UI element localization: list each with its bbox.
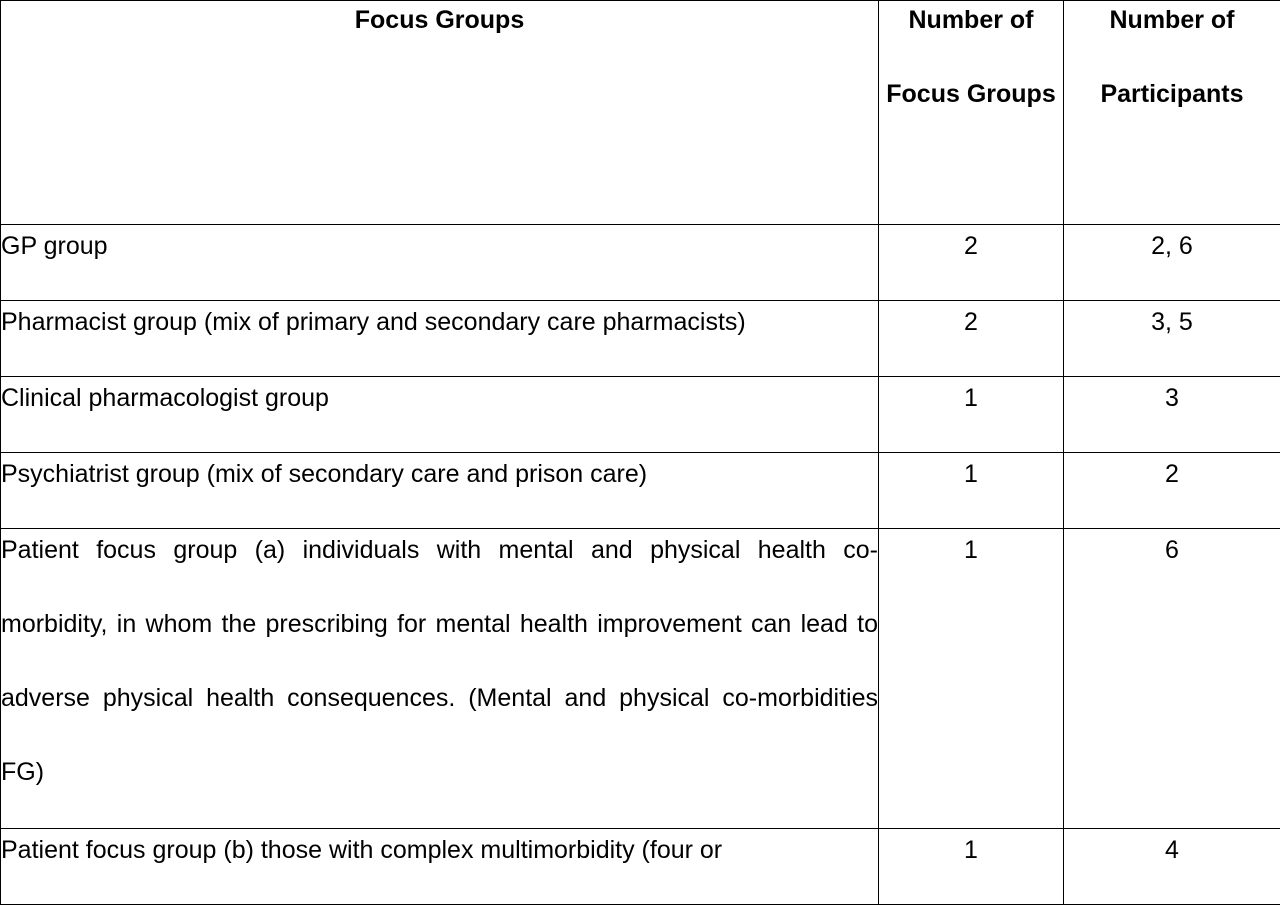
row-number-of-participants: 2	[1064, 453, 1280, 529]
table-header-row	[1, 1, 1280, 225]
row-description: Clinical pharmacologist group	[1, 377, 879, 453]
table-row	[1, 529, 1280, 829]
row-number-of-groups: 1	[879, 829, 1064, 905]
row-description: Patient focus group (b) those with complex multimorbidity (four or	[1, 829, 879, 905]
row-description: GP group	[1, 225, 879, 301]
row-description: Patient focus group (a) individuals with mental and physical health co-morbidity, in whom the prescribing for mental health improvement can lead to adverse physical health consequences. (Mental and physical co-morbidities FG)	[1, 529, 879, 829]
row-number-of-participants: 4	[1064, 829, 1280, 905]
row-number-of-groups: 1	[879, 453, 1064, 529]
row-number-of-groups: 2	[879, 225, 1064, 301]
header-focus-groups: Focus Groups	[1, 1, 879, 225]
header-number-of-participants: Number of Participants	[1064, 1, 1280, 225]
row-number-of-participants: 2, 6	[1064, 225, 1280, 301]
table-row	[1, 829, 1280, 905]
header-number-of-focus-groups: Number of Focus Groups	[879, 1, 1064, 225]
row-description: Psychiatrist group (mix of secondary care and prison care)	[1, 453, 879, 529]
row-number-of-groups: 1	[879, 529, 1064, 829]
row-number-of-groups: 2	[879, 301, 1064, 377]
row-description: Pharmacist group (mix of primary and secondary care pharmacists)	[1, 301, 879, 377]
row-number-of-groups: 1	[879, 377, 1064, 453]
row-number-of-participants: 3	[1064, 377, 1280, 453]
row-number-of-participants: 3, 5	[1064, 301, 1280, 377]
row-number-of-participants: 6	[1064, 529, 1280, 829]
